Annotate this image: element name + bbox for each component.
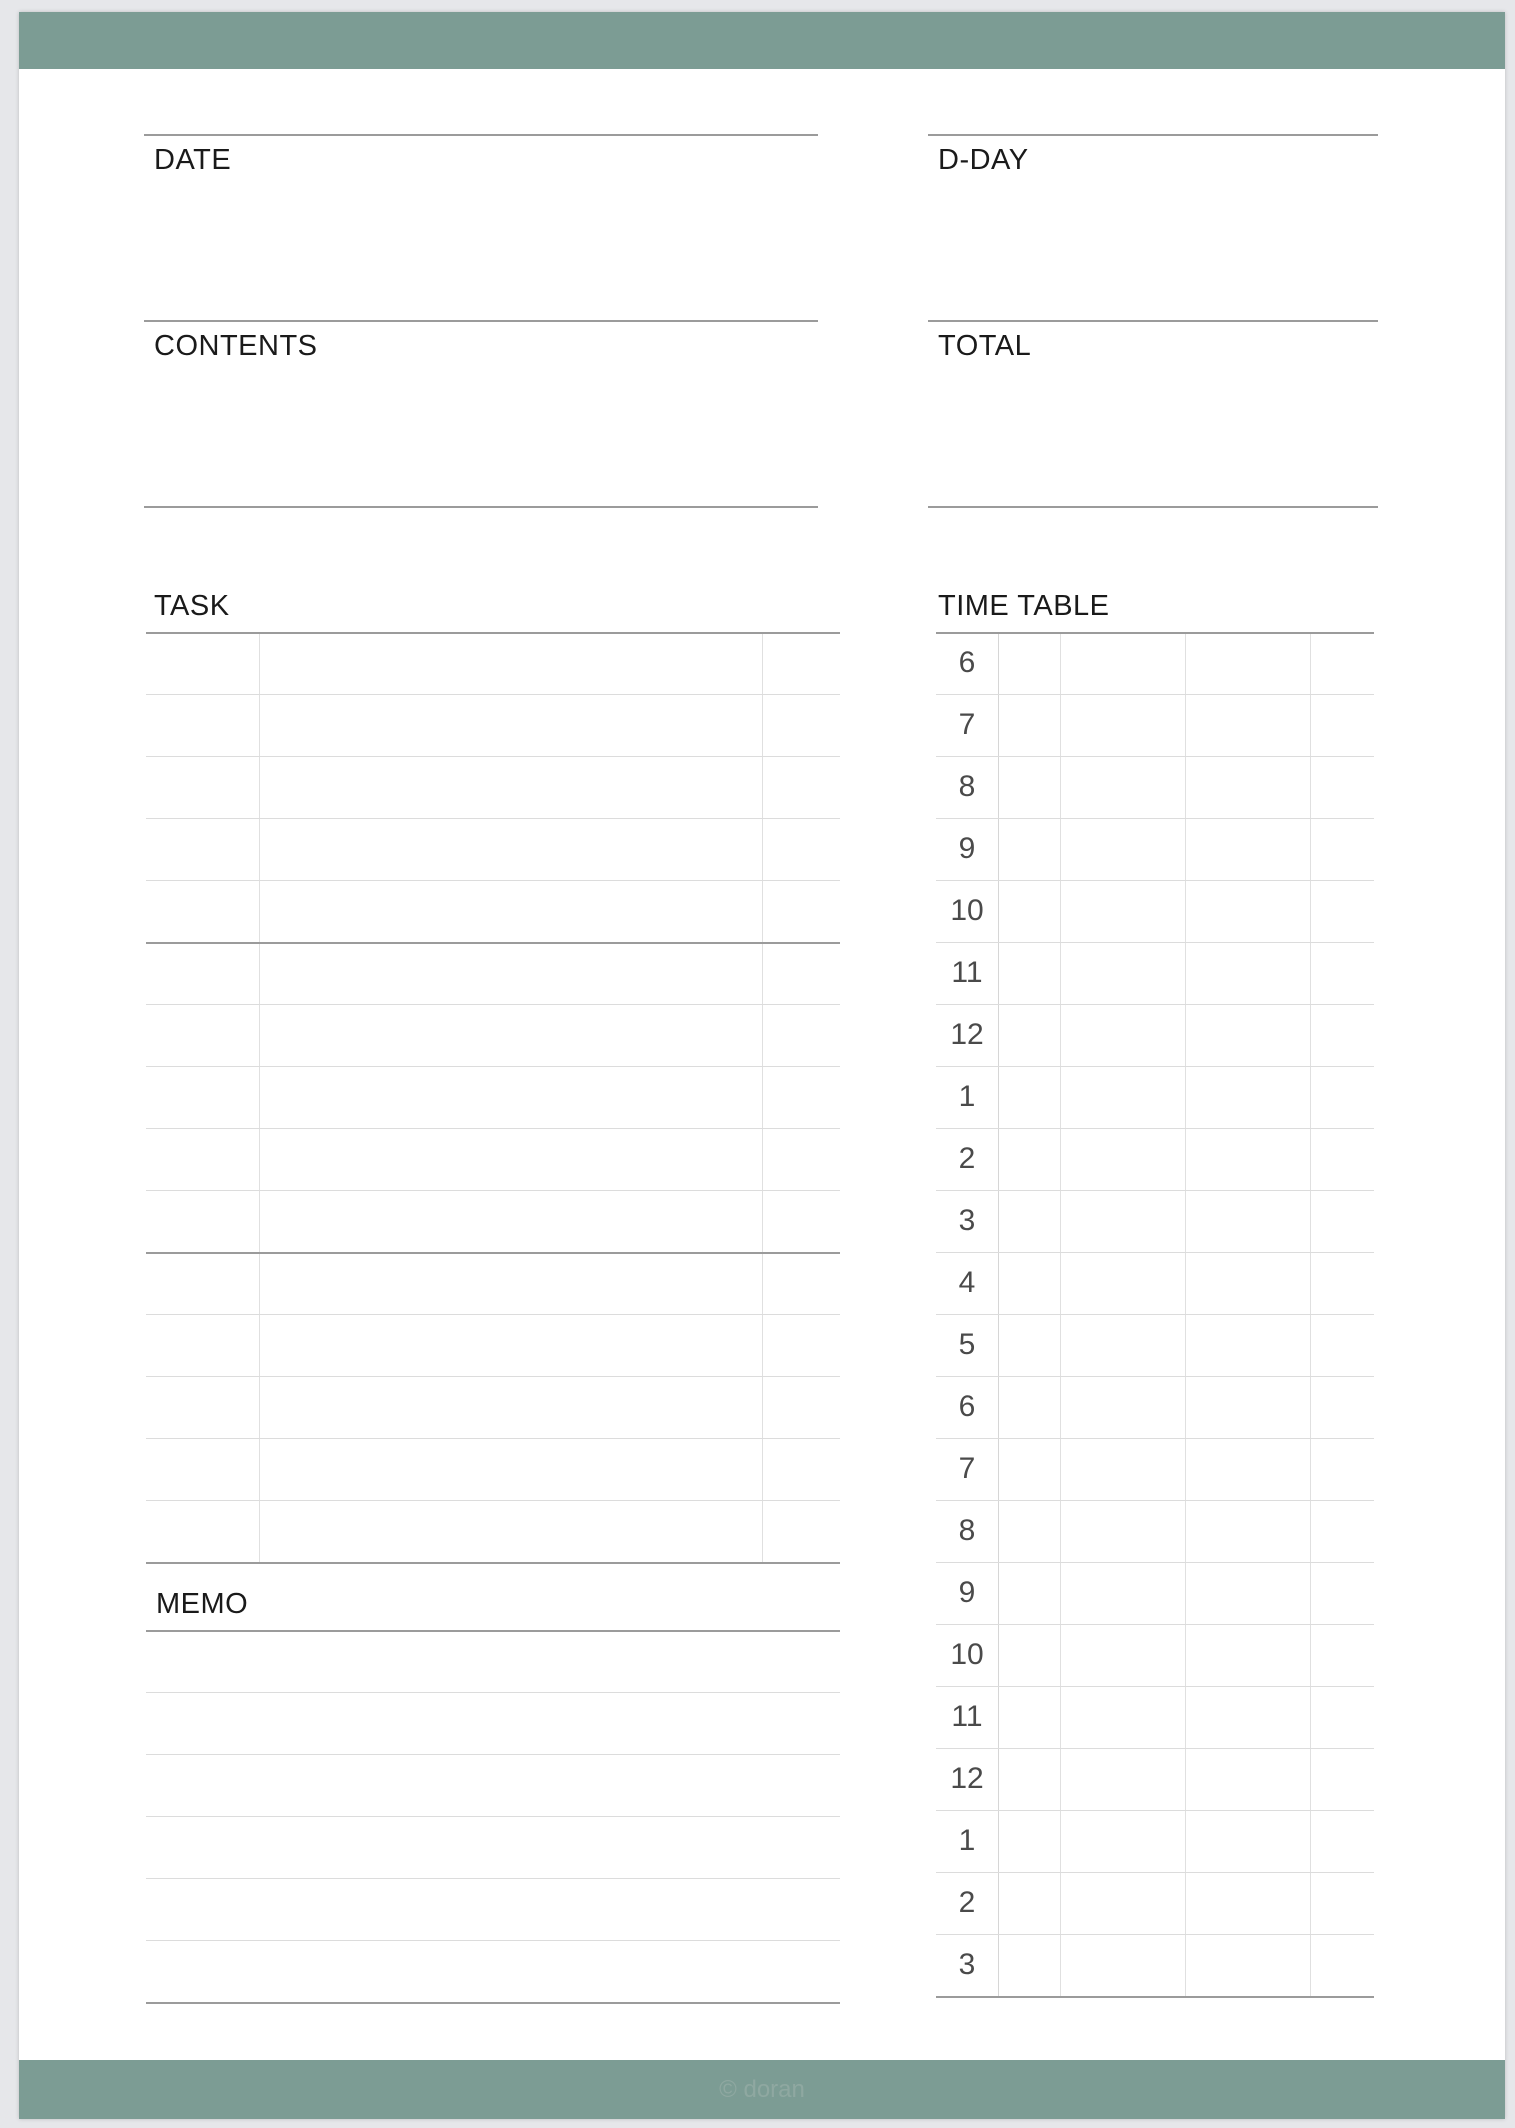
timetable-row[interactable] [936, 1748, 1374, 1810]
timetable-row[interactable] [936, 1438, 1374, 1500]
date-label: DATE [154, 144, 232, 176]
hour-label: 10 [950, 894, 984, 927]
contents-field[interactable] [144, 320, 818, 506]
task-row[interactable] [146, 694, 840, 756]
task-bottom-rule [146, 1562, 840, 1564]
task-row[interactable] [146, 756, 840, 818]
hour-label: 10 [950, 1638, 984, 1671]
memo-row[interactable] [146, 1878, 840, 1940]
task-row[interactable] [146, 818, 840, 880]
footer-band [19, 2060, 1505, 2119]
memo-grid [146, 1630, 840, 2004]
timetable-row[interactable] [936, 694, 1374, 756]
hour-label: 11 [951, 1700, 983, 1733]
timetable-row[interactable] [936, 1810, 1374, 1872]
timetable-row[interactable] [936, 1066, 1374, 1128]
contents-label: CONTENTS [154, 330, 318, 362]
timetable-row[interactable] [936, 1314, 1374, 1376]
timetable-row[interactable] [936, 1562, 1374, 1624]
memo-heading: MEMO [156, 1588, 249, 1620]
hour-label: 7 [958, 708, 976, 741]
timetable-row[interactable] [936, 818, 1374, 880]
total-bottom-rule [928, 506, 1378, 508]
hour-label: 5 [958, 1328, 976, 1361]
task-row[interactable] [146, 1252, 840, 1314]
total-field[interactable] [928, 320, 1378, 506]
task-row[interactable] [146, 1438, 840, 1500]
hour-label: 3 [958, 1204, 976, 1237]
hour-label: 8 [958, 770, 976, 803]
timetable-heading: TIME TABLE [938, 590, 1110, 622]
hour-label: 6 [958, 646, 976, 679]
timetable-row[interactable] [936, 1190, 1374, 1252]
hour-label: 12 [950, 1762, 984, 1795]
task-row[interactable] [146, 632, 840, 694]
memo-row[interactable] [146, 1630, 840, 1692]
timetable-row[interactable] [936, 1872, 1374, 1934]
total-label: TOTAL [938, 330, 1032, 362]
hour-label: 7 [958, 1452, 976, 1485]
task-row[interactable] [146, 942, 840, 1004]
hour-label: 1 [958, 1824, 976, 1857]
task-row[interactable] [146, 1314, 840, 1376]
task-row[interactable] [146, 880, 840, 942]
hour-label: 6 [958, 1390, 976, 1423]
memo-row[interactable] [146, 1940, 840, 2002]
timetable-row[interactable] [936, 942, 1374, 1004]
hour-label: 9 [958, 832, 976, 865]
memo-row[interactable] [146, 1754, 840, 1816]
hour-label: 11 [951, 956, 983, 989]
timetable-row[interactable] [936, 1500, 1374, 1562]
copyright-text: © doran [719, 2076, 805, 2103]
timetable-grid [936, 632, 1374, 2004]
timetable-bottom-rule [936, 1996, 1374, 1998]
timetable-row[interactable] [936, 632, 1374, 694]
hour-label: 3 [958, 1948, 976, 1981]
memo-bottom-rule [146, 2002, 840, 2004]
memo-row[interactable] [146, 1692, 840, 1754]
hour-label: 8 [958, 1514, 976, 1547]
task-grid [146, 632, 840, 1564]
task-row[interactable] [146, 1190, 840, 1252]
task-heading: TASK [154, 590, 230, 622]
timetable-row[interactable] [936, 1376, 1374, 1438]
contents-bottom-rule [144, 506, 818, 508]
date-field[interactable] [144, 134, 818, 320]
hour-label: 2 [958, 1142, 976, 1175]
dday-label: D-DAY [938, 144, 1029, 176]
hour-label: 1 [958, 1080, 976, 1113]
task-row[interactable] [146, 1128, 840, 1190]
timetable-row[interactable] [936, 756, 1374, 818]
timetable-row[interactable] [936, 880, 1374, 942]
task-row[interactable] [146, 1500, 840, 1562]
planner-page [19, 12, 1505, 2119]
dday-field[interactable] [928, 134, 1378, 320]
hour-label: 9 [958, 1576, 976, 1609]
hour-label: 4 [958, 1266, 976, 1299]
task-row[interactable] [146, 1376, 840, 1438]
timetable-row[interactable] [936, 1934, 1374, 1996]
header-band [19, 12, 1505, 69]
timetable-row[interactable] [936, 1686, 1374, 1748]
memo-row[interactable] [146, 1816, 840, 1878]
timetable-row[interactable] [936, 1252, 1374, 1314]
timetable-row[interactable] [936, 1128, 1374, 1190]
task-row[interactable] [146, 1066, 840, 1128]
task-row[interactable] [146, 1004, 840, 1066]
hour-label: 2 [958, 1886, 976, 1919]
timetable-row[interactable] [936, 1624, 1374, 1686]
timetable-row[interactable] [936, 1004, 1374, 1066]
hour-label: 12 [950, 1018, 984, 1051]
